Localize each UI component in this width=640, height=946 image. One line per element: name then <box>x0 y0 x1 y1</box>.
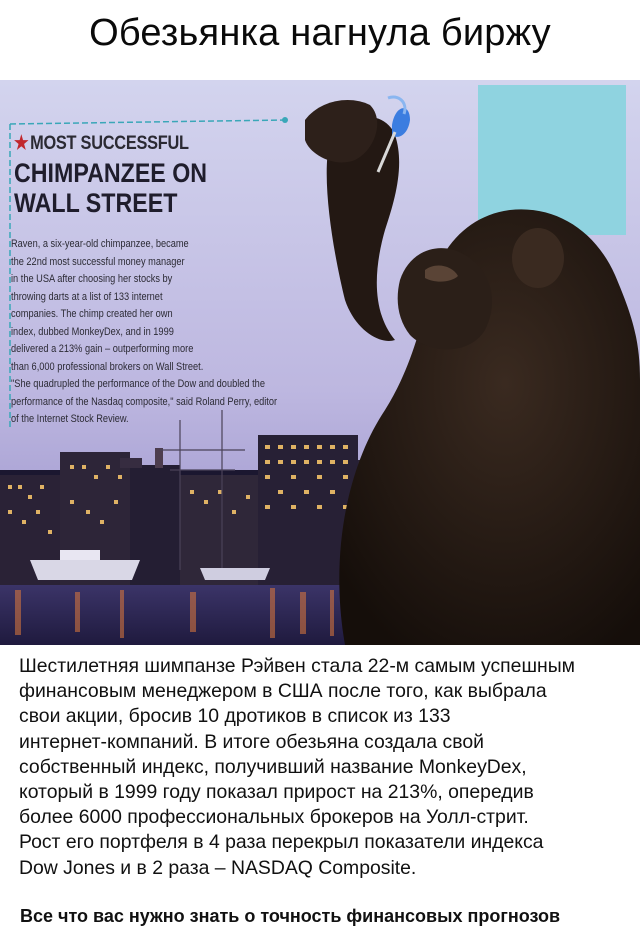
magazine-body <box>11 236 288 429</box>
border-dot <box>282 117 288 123</box>
magazine-title <box>14 158 272 218</box>
caption-line: Dow Jones и в 2 раза – NASDAQ Composite. <box>19 856 417 879</box>
magazine-body-line: "She quadrupled the performance of the Dow and doubled the <box>11 378 265 390</box>
magazine-body-line: in the USA after choosing her stocks by <box>11 273 173 285</box>
caption-line: свои акции, бросив 10 дротиков в список из 133 <box>19 705 451 728</box>
bottom-line: Все что вас нужно знать о точность финансовых прогнозов <box>20 906 561 926</box>
caption-line: более 6000 профессиональных брокеров на Уолл-стрит. <box>19 806 529 829</box>
magazine-body-line: delivered a 213% gain – outperforming more <box>11 343 194 355</box>
caption-line: Шестилетняя шимпанзе Рэйвен стала 22-м самым успешным <box>19 655 575 677</box>
star-icon: ★ <box>14 133 29 154</box>
magazine-body-line: the 22nd most successful money manager <box>11 255 185 268</box>
caption-line: который в 1999 году показал прирост на 213%, опередив <box>19 781 534 804</box>
magazine-kicker <box>14 132 189 155</box>
caption-line: собственный индекс, получивший название MonkeyDex, <box>19 755 527 778</box>
magazine-title-line: CHIMPANZEE ON <box>14 158 208 188</box>
magazine-title-line: WALL STREET <box>14 188 178 218</box>
magazine-body-line: throwing darts at a list of 133 internet <box>11 290 163 303</box>
caption-line: интернет-компаний. В итоге обезьяна создала свой <box>19 730 484 753</box>
magazine-body-line: than 6,000 professional brokers on Wall Street. <box>11 360 204 373</box>
magazine-photo <box>0 80 640 645</box>
magazine-body-line: index, dubbed MonkeyDex, and in 1999 <box>11 325 174 338</box>
caption <box>19 654 629 881</box>
caption-line: финансовым менеджером в США после того, как выбрала <box>19 680 547 703</box>
magazine-body-line: of the Internet Stock Review. <box>11 413 129 425</box>
headline: Обезьянка нагнула биржу <box>89 12 551 54</box>
magazine-body-line: performance of the Nasdaq composite," said Roland Perry, editor <box>11 395 278 408</box>
kicker-text: MOST SUCCESSFUL <box>30 133 189 154</box>
magazine-body-line: Raven, a six-year-old chimpanzee, became <box>11 238 189 250</box>
magazine-body-line: companies. The chimp created her own <box>11 308 173 320</box>
caption-line: Рост его портфеля в 4 раза перекрыл показатели индекса <box>19 831 544 854</box>
